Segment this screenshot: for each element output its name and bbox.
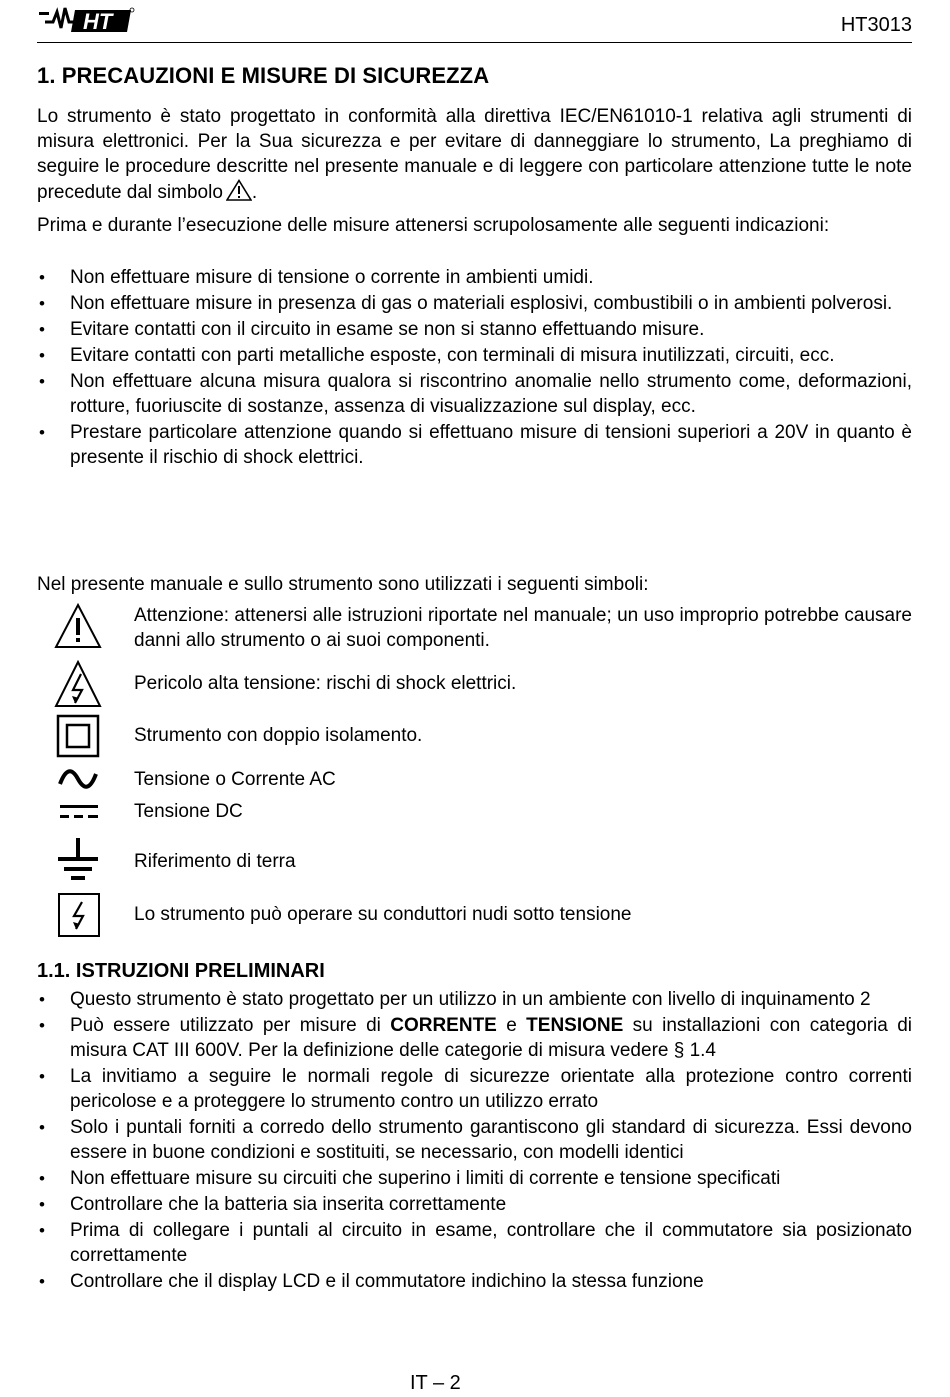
symbol-text: Strumento con doppio isolamento. (134, 725, 423, 746)
double-insulation-icon (56, 714, 100, 758)
ac-wave-icon (57, 766, 99, 792)
warning-triangle-icon (54, 603, 102, 649)
page-header (37, 0, 912, 43)
list-item: • Questo strumento è stato progettato per un utilizzo in un ambiente con livello di inquinamento 2 (37, 987, 912, 1012)
intro-text: Lo strumento è stato progettato in conformità alla direttiva IEC/EN61010-1 relativa agli strumenti di misura elettronici. Per la Sua sicurezza e per evitare di danneggiare lo strumento, La preghiamo di seguire le procedure descritte nel presente manuale e di leggere con particolare attenzione tutte le note precedute dal simbolo (37, 106, 912, 203)
symbol-text: Attenzione: attenersi alle istruzioni riportate nel manuale; un uso improprio potrebbe causare danni allo strumento o ai suoi componenti. (134, 605, 912, 651)
symbols-intro: Nel presente manuale e sullo strumento sono utilizzati i seguenti simboli: (37, 574, 649, 595)
list-item: • Non effettuare misure su circuiti che superino i limiti di corrente e tensione specificati (37, 1166, 912, 1191)
symbol-text: Riferimento di terra (134, 851, 296, 872)
warning-triangle-icon (226, 179, 252, 201)
model-number: HT3013 (840, 14, 912, 36)
safety-bullet-list (37, 265, 912, 471)
list-item-text: e (496, 1015, 527, 1036)
high-voltage-icon (54, 660, 102, 708)
list-item: • Prestare particolare attenzione quando si effettuano misure di tensioni superiori a 20V in quanto è presente il rischio di shock elettrici. (37, 420, 912, 470)
intro-end: . (251, 182, 258, 203)
bold-term-current: CORRENTE (390, 1015, 497, 1036)
live-conductor-icon (57, 892, 101, 938)
intro-paragraph (37, 104, 912, 205)
list-item: • Evitare contatti con parti metalliche esposte, con terminali di misura inutilizzati, circuiti, ecc. (37, 343, 912, 368)
list-item-text: su installazioni con categoria di misura CAT III 600V. Per la definizione delle categorie di misura vedere § 1.4 (70, 1015, 913, 1061)
list-item: • Non effettuare misure di tensione o corrente in ambienti umidi. (37, 265, 912, 290)
ht-logo (39, 4, 135, 34)
before-measure-paragraph: Prima e durante l’esecuzione delle misure attenersi scrupolosamente alle seguenti indicazioni: (37, 215, 830, 236)
logo-text: HT (83, 9, 113, 34)
list-item: • Controllare che il display LCD e il commutatore indichino la stessa funzione (37, 1269, 912, 1294)
list-item: • La invitiamo a seguire le normali regole di sicurezze orientate alla protezione contro correnti pericolose e a proteggere lo strumento contro un utilizzo errato (37, 1064, 912, 1114)
ground-icon (56, 838, 100, 884)
symbol-text: Tensione DC (134, 801, 243, 822)
page-number: IT – 2 (410, 1372, 461, 1394)
list-item: • Controllare che la batteria sia inserita correttamente (37, 1192, 912, 1217)
list-item: • Evitare contatti con il circuito in esame se non si stanno effettuando misure. (37, 317, 912, 342)
bold-term-voltage: TENSIONE (526, 1015, 624, 1036)
list-item: • Solo i puntali forniti a corredo dello strumento garantiscono gli standard di sicurezza. Essi devono essere in buone condizioni e sostituiti, se necessario, con modelli identici (37, 1115, 912, 1165)
list-item: • Prima di collegare i puntali al circuito in esame, controllare che il commutatore sia posizionato correttamente (37, 1218, 912, 1268)
subsection-title: 1.1. ISTRUZIONI PRELIMINARI (37, 960, 325, 982)
dc-icon (59, 802, 99, 822)
symbol-text: Tensione o Corrente AC (134, 769, 336, 790)
symbol-text: Pericolo alta tensione: rischi di shock elettrici. (134, 673, 517, 694)
list-item: • Non effettuare misure in presenza di gas o materiali esplosivi, combustibili o in ambienti polverosi. (37, 291, 912, 316)
preliminary-bullet-list (37, 987, 912, 1295)
list-item (37, 1013, 912, 1063)
symbol-text: Lo strumento può operare su conduttori nudi sotto tensione (134, 904, 632, 925)
list-item: • Non effettuare alcuna misura qualora si riscontrino anomalie nello strumento come, deformazioni, rotture, fuoriuscite di sostanze, assenza di visualizzazione sul display, ecc. (37, 369, 912, 419)
list-item-text: Può essere utilizzato per misure di (70, 1015, 391, 1036)
section-title: 1. PRECAUZIONI E MISURE DI SICUREZZA (37, 63, 490, 88)
